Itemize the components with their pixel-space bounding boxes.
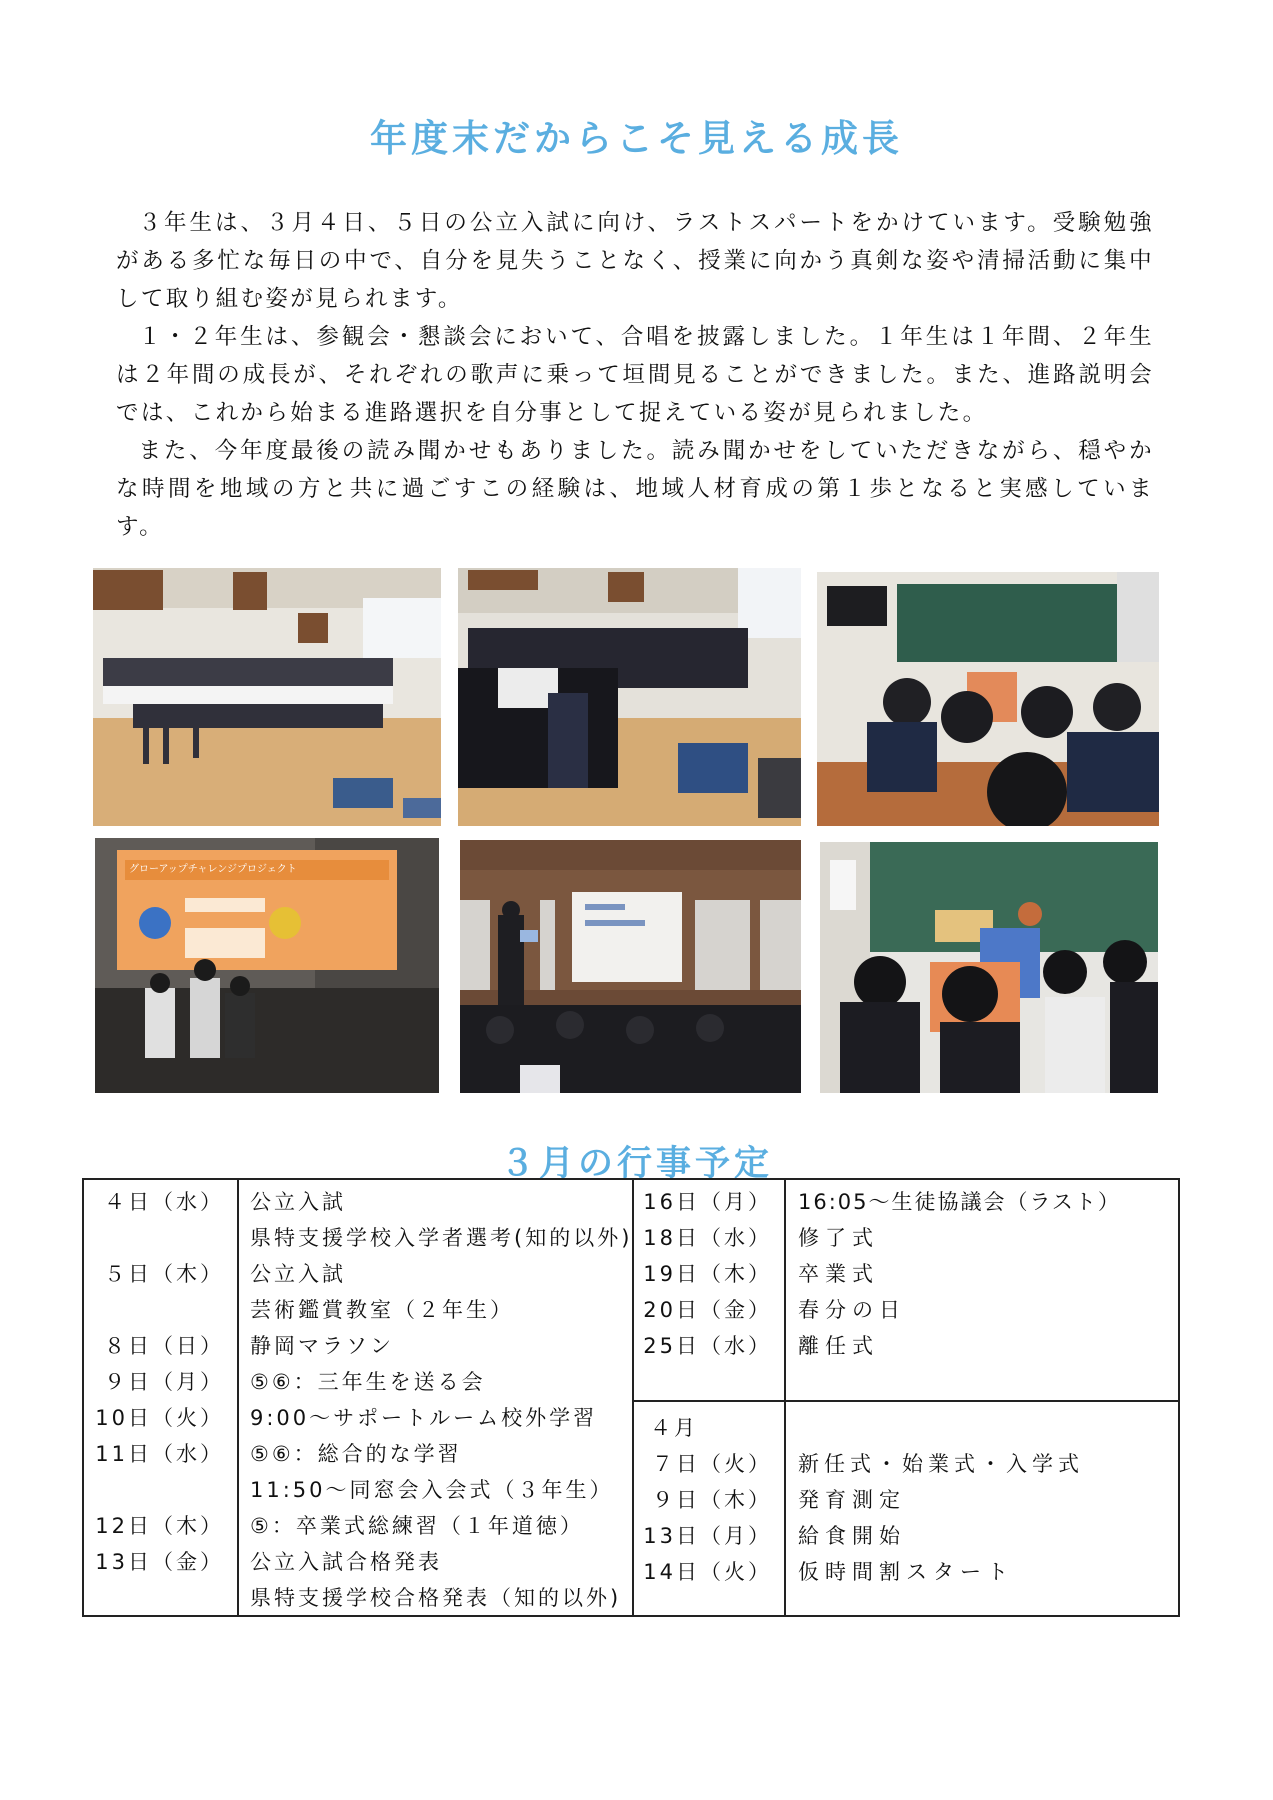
date-cell: ９日（木） [652, 1488, 772, 1512]
event-cell: 9:00～サポートルーム校外学習 [250, 1406, 598, 1430]
photo-hall-presentation [460, 840, 801, 1093]
date-cell: 11日（水） [95, 1442, 224, 1466]
event-cell: 発育測定 [798, 1488, 906, 1512]
date-cell: 13日（月） [643, 1524, 772, 1548]
date-cell: 18日（水） [643, 1226, 772, 1250]
schedule-table [82, 1178, 1180, 1617]
slide-heading: グローアップチャレンジプロジェクト [129, 864, 297, 875]
schedule-title: ３月の行事予定 [499, 1144, 773, 1184]
date-cell: 12日（木） [95, 1514, 224, 1538]
date-cell: 10日（火） [95, 1406, 224, 1430]
event-cell: 芸術鑑賞教室（２年生） [250, 1298, 514, 1322]
date-cell: ７日（火） [652, 1452, 772, 1476]
paragraph-3: また、今年度最後の読み聞かせもありました。読み聞かせをしていただきながら、穏やかな時間を地域の方と共に過ごすこの経験は、地域人材育成の第１歩となると実感しています。 [116, 438, 1154, 540]
event-cell: 11:50～同窓会入会式（３年生） [250, 1478, 614, 1502]
photo-classroom-reading-2 [820, 842, 1158, 1093]
event-cell: ⑤：卒業式総練習（１年道徳） [250, 1514, 584, 1538]
event-cell: 仮時間割スタート [798, 1560, 1014, 1584]
date-cell: 16日（月） [643, 1190, 772, 1214]
paragraph-1: ３年生は、３月４日、５日の公立入試に向け、ラストスパートをかけています。受験勉強がある多忙な毎日の中で、自分を見失うことなく、授業に向かう真剣な姿や清掃活動に集中して取り組む姿が見られます。 [116, 210, 1154, 312]
april-divider [632, 1400, 1180, 1402]
photo-classroom-reading-1 [817, 572, 1159, 826]
date-cell: 14日（火） [643, 1560, 772, 1584]
article-body [116, 204, 1154, 546]
date-cell: ８日（日） [104, 1334, 224, 1358]
date-cell: 19日（木） [643, 1262, 772, 1286]
paragraph-2: １・２年生は、参観会・懇談会において、合唱を披露しました。１年生は１年間、２年生は２年間の成長が、それぞれの歌声に乗って垣間見ることができました。また、進路説明会では、これから始まる進路選択を自分事として捉えている姿が見られました。 [116, 324, 1154, 426]
event-cell: 給食開始 [798, 1524, 906, 1548]
photo-gym-choir-piano [458, 568, 801, 826]
event-cell: 卒業式 [798, 1262, 879, 1286]
event-cell: 静岡マラソン [250, 1334, 394, 1358]
event-cell: 修了式 [798, 1226, 879, 1250]
column-divider [784, 1180, 786, 1615]
date-cell: ９日（月） [104, 1370, 224, 1394]
event-cell: 16:05～生徒協議会（ラスト） [798, 1190, 1121, 1214]
april-label: ４月 [650, 1416, 698, 1440]
event-cell: ⑤⑥：総合的な学習 [250, 1442, 462, 1466]
event-cell: 離任式 [798, 1334, 879, 1358]
date-cell: 25日（水） [643, 1334, 772, 1358]
date-cell: ５日（木） [104, 1262, 224, 1286]
event-cell: 公立入試合格発表 [250, 1550, 442, 1574]
event-cell: 県特支援学校合格発表（知的以外) [250, 1586, 622, 1610]
page-title: 年度末だからこそ見える成長 [370, 117, 903, 160]
column-divider [237, 1180, 239, 1615]
event-cell: 公立入試 [250, 1262, 346, 1286]
date-cell: ４日（水） [104, 1190, 224, 1214]
event-cell: 新任式・始業式・入学式 [798, 1452, 1084, 1476]
photo-gym-choir-1 [93, 568, 441, 826]
date-cell: 20日（金） [643, 1298, 772, 1322]
event-cell: ⑤⑥：三年生を送る会 [250, 1370, 486, 1394]
event-cell: 公立入試 [250, 1190, 346, 1214]
date-cell: 13日（金） [95, 1550, 224, 1574]
event-cell: 県特支援学校入学者選考(知的以外) [250, 1226, 633, 1250]
photo-presentation-slide [95, 838, 439, 1093]
event-cell: 春分の日 [798, 1298, 906, 1322]
